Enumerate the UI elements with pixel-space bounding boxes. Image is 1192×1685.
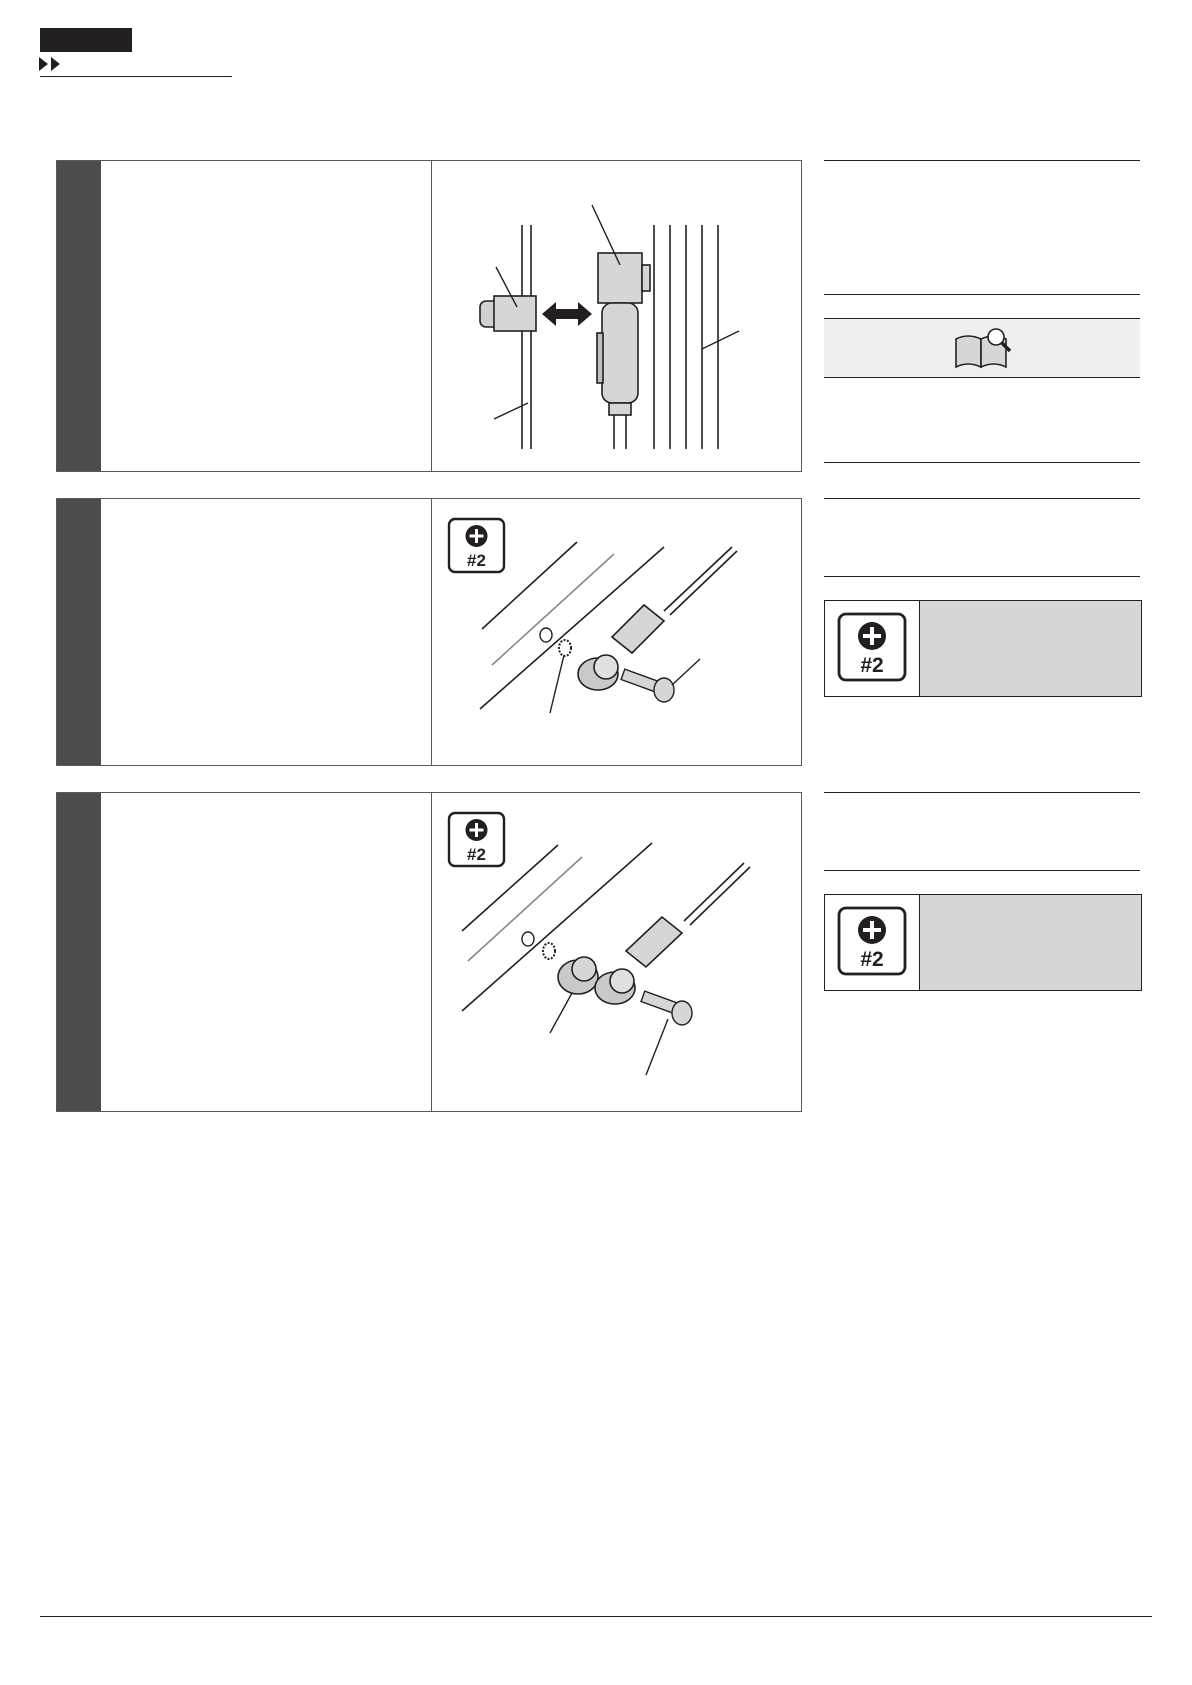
phillips-2-screwdriver-icon: [449, 813, 504, 866]
tool-size-label: #2: [467, 845, 486, 864]
step-3-number-bar: [57, 793, 101, 1111]
phillips-2-screwdriver-icon: [837, 612, 907, 682]
step-1-panel: [56, 160, 802, 472]
sidebar-rule: [824, 498, 1140, 499]
step-2-number-bar: [57, 499, 101, 765]
phillips-2-screwdriver-icon: [837, 906, 907, 976]
sidebar-rule: [824, 792, 1140, 793]
step-2-panel: [56, 498, 802, 766]
sidebar-rule: [824, 294, 1140, 295]
sidebar-rule: [824, 160, 1140, 161]
sidebar-rule: [824, 462, 1140, 463]
tool-description-panel: [919, 895, 1141, 990]
tool-size-label: #2: [860, 654, 884, 677]
chapter-tab: [40, 28, 132, 52]
step-3-tool-box: [824, 894, 1142, 991]
footer-rule: [40, 1616, 1152, 1617]
section-arrows-icon: [39, 56, 69, 72]
phillips-2-screwdriver-icon: [449, 519, 504, 572]
step-3-panel: [56, 792, 802, 1112]
step-2-illustration: [432, 499, 800, 765]
step-1-illustration: [432, 161, 800, 471]
sidebar-rule: [824, 576, 1140, 577]
reference-manual-icon: [952, 327, 1016, 371]
magnet-part: [480, 296, 536, 331]
reference-panel: [824, 318, 1140, 378]
step-2-tool-box: [824, 600, 1142, 697]
step-3-illustration: [432, 793, 800, 1111]
header-rule: [40, 76, 232, 77]
sidebar-rule: [824, 870, 1140, 871]
speed-sensor-part: [597, 253, 650, 449]
tool-description-panel: [919, 601, 1141, 696]
tool-size-label: #2: [860, 948, 884, 971]
step-1-number-bar: [57, 161, 101, 471]
tool-size-label: #2: [467, 551, 486, 570]
chapter-tab-label: [40, 32, 46, 47]
